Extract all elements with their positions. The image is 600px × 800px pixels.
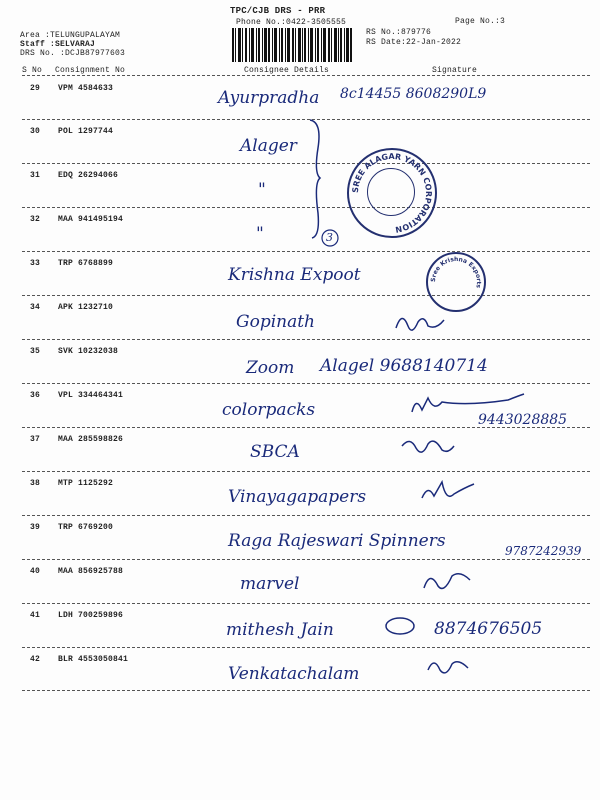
row-consignment: MAA 941495194 bbox=[58, 215, 124, 224]
row-consignment: VPL 334464341 bbox=[58, 391, 124, 400]
row-consignment: VPM 4584633 bbox=[58, 84, 114, 93]
row-signature: 8874676505 bbox=[434, 619, 543, 639]
barcode bbox=[232, 28, 352, 62]
row-sno: 30 bbox=[30, 127, 41, 136]
row-consignment: TRP 6769200 bbox=[58, 523, 114, 532]
row-sno: 40 bbox=[30, 567, 41, 576]
svg-text:Sree Krishna Exports bbox=[430, 256, 482, 289]
column-header-consignment: Consignment No bbox=[55, 66, 126, 75]
signature-scribble bbox=[418, 478, 478, 508]
row-signature: 9787242939 bbox=[505, 544, 582, 558]
row-consignment: BLR 4553050841 bbox=[58, 655, 129, 664]
row-consignment: MAA 856925788 bbox=[58, 567, 124, 576]
column-header-signature: Signature bbox=[432, 66, 478, 75]
row-consignment: LDH 700259896 bbox=[58, 611, 124, 620]
krishna-stamp-text: Sree Krishna Exports bbox=[429, 255, 483, 289]
row-signature: Alagel 9688140714 bbox=[320, 356, 488, 376]
row-divider bbox=[22, 339, 590, 340]
row-sno: 42 bbox=[30, 655, 41, 664]
row-consignee: SBCA bbox=[250, 442, 300, 462]
row-consignment: SVK 10232038 bbox=[58, 347, 119, 356]
row-sno: 37 bbox=[30, 435, 41, 444]
row-consignee: Krishna Expoot bbox=[228, 265, 361, 285]
row-signature: 9443028885 bbox=[478, 412, 568, 428]
row-sno: 38 bbox=[30, 479, 41, 488]
row-divider bbox=[22, 690, 590, 691]
row-divider bbox=[22, 295, 590, 296]
row-divider bbox=[22, 603, 590, 604]
row-consignee: Venkatachalam bbox=[228, 664, 360, 684]
corporation-stamp-text: SREE ALAGAR YARN CORPORATION bbox=[350, 151, 434, 234]
row-consignee: colorpacks bbox=[222, 400, 316, 420]
row-divider bbox=[22, 559, 590, 560]
svg-text:SREE ALAGAR YARN CORPORATION bbox=[351, 152, 433, 234]
signature-scribble bbox=[392, 308, 452, 338]
row-consignee: Zoom bbox=[246, 358, 295, 378]
row-consignment: APK 1232710 bbox=[58, 303, 114, 312]
row-sno: 29 bbox=[30, 84, 41, 93]
row-consignee: Gopinath bbox=[236, 312, 315, 332]
row-divider bbox=[22, 427, 590, 428]
row-sno: 31 bbox=[30, 171, 41, 180]
row-consignee: " bbox=[256, 224, 264, 244]
row-consignee: Raga Rajeswari Spinners bbox=[228, 531, 446, 551]
row-sno: 34 bbox=[30, 303, 41, 312]
row-consignee: mithesh Jain bbox=[226, 620, 334, 640]
row-sno: 36 bbox=[30, 391, 41, 400]
row-consignee: Vinayagapapers bbox=[228, 487, 367, 507]
signature-scribble bbox=[420, 566, 480, 596]
report-title: TPC/CJB DRS - PRR bbox=[230, 6, 326, 16]
brace-count: 3 bbox=[326, 231, 333, 244]
signature-scribble bbox=[398, 432, 458, 462]
row-sno: 32 bbox=[30, 215, 41, 224]
staff-label: Staff :SELVARAJ bbox=[20, 40, 96, 49]
row-divider bbox=[22, 251, 590, 252]
row-consignee: " bbox=[258, 180, 266, 200]
row-consignment: MTP 1125292 bbox=[58, 479, 114, 488]
row-consignment: TRP 6768899 bbox=[58, 259, 114, 268]
area-label: Area :TELUNGUPALAYAM bbox=[20, 31, 121, 40]
column-header-sno: S No bbox=[22, 66, 43, 75]
row-consignee: Ayurpradha bbox=[218, 88, 320, 108]
krishna-stamp bbox=[426, 252, 486, 312]
drs-number: DRS No. :DCJB87977603 bbox=[20, 49, 126, 58]
brace-mark bbox=[300, 118, 340, 248]
row-consignee: marvel bbox=[240, 574, 300, 594]
rs-date: RS Date:22-Jan-2022 bbox=[366, 38, 462, 47]
row-consignment: MAA 285598826 bbox=[58, 435, 124, 444]
row-sno: 41 bbox=[30, 611, 41, 620]
row-divider bbox=[22, 515, 590, 516]
header-rule bbox=[22, 75, 590, 76]
row-sno: 33 bbox=[30, 259, 41, 268]
corporation-stamp bbox=[347, 148, 437, 238]
signature-scribble bbox=[382, 614, 418, 638]
column-header-consignee: Consignee Details bbox=[244, 66, 330, 75]
row-consignee: Alager bbox=[240, 136, 297, 156]
signature-scribble bbox=[424, 652, 474, 682]
row-consignment: POL 1297744 bbox=[58, 127, 114, 136]
row-consignment: EDQ 26294066 bbox=[58, 171, 119, 180]
row-sno: 35 bbox=[30, 347, 41, 356]
row-signature: 8c14455 8608290L9 bbox=[340, 86, 487, 102]
row-divider bbox=[22, 471, 590, 472]
row-divider bbox=[22, 647, 590, 648]
row-divider bbox=[22, 383, 590, 384]
row-sno: 39 bbox=[30, 523, 41, 532]
phone-number: Phone No.:0422-3505555 bbox=[236, 18, 347, 27]
page-number: Page No.:3 bbox=[455, 17, 506, 26]
rs-number: RS No.:879776 bbox=[366, 28, 432, 37]
